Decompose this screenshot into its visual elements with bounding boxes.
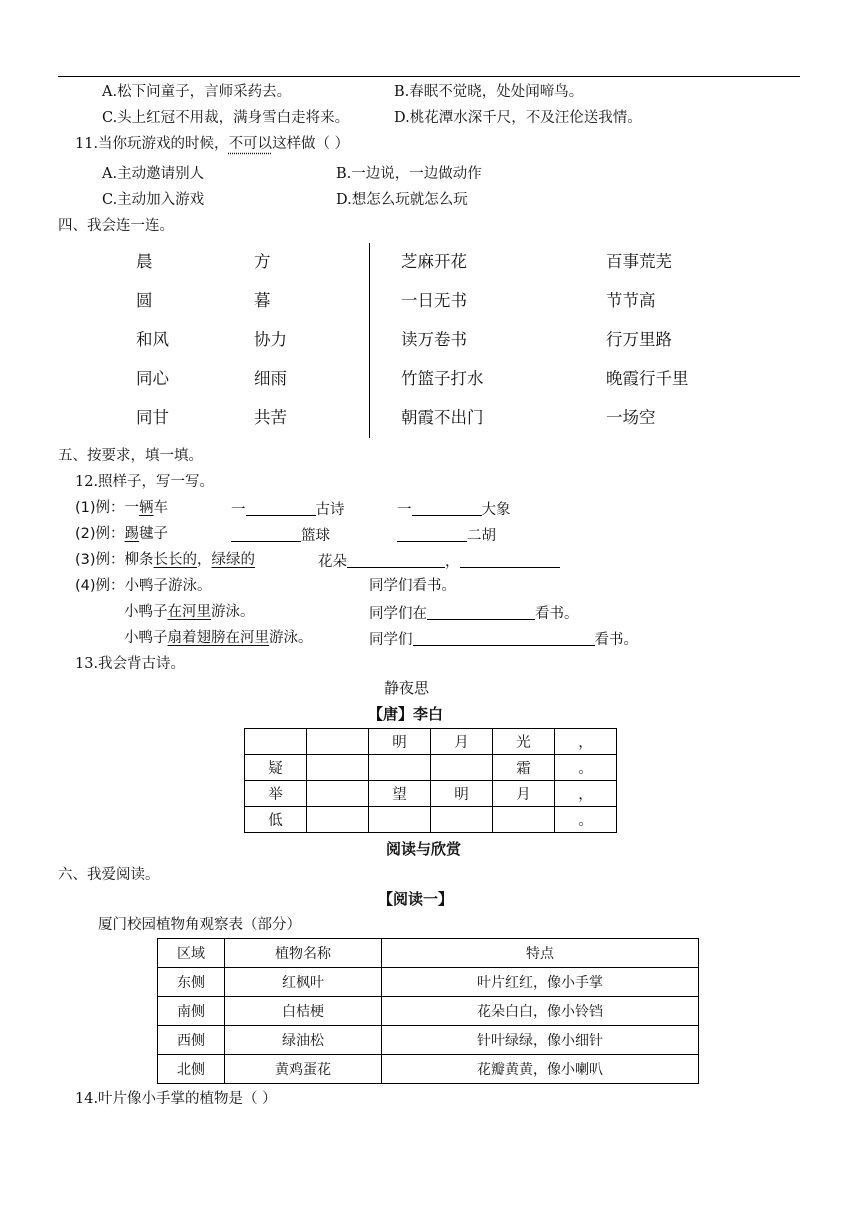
table-cell: 南侧 <box>158 997 225 1026</box>
table-cell: 针叶绿绿，像小细针 <box>382 1026 699 1055</box>
match-item: 协力 <box>254 330 287 349</box>
poem-cell[interactable] <box>369 755 431 781</box>
plant-table <box>157 938 699 1084</box>
match-item: 晚霞行千里 <box>606 369 689 388</box>
table-cell: 北侧 <box>158 1055 225 1084</box>
matching-divider <box>369 243 370 438</box>
q10-option-b: B.春眠不觉晓，处处闻啼鸟。 <box>394 84 584 100</box>
poem-cell: 明 <box>431 781 493 807</box>
match-item: 晨 <box>136 252 153 271</box>
table-row <box>158 997 699 1026</box>
table-cell: 白桔梗 <box>225 997 382 1026</box>
table-header-row <box>158 939 699 968</box>
q11-suffix: 这样做（ ） <box>272 136 350 152</box>
table-header: 特点 <box>382 939 699 968</box>
poem-cell[interactable] <box>493 807 555 833</box>
q12-row3-fill: 花朵 ， <box>318 553 560 570</box>
poem-row <box>245 755 617 781</box>
fill-blank[interactable] <box>246 501 316 516</box>
poem-cell[interactable] <box>307 807 369 833</box>
q12-row3-example: (3)例：柳条长长的，绿绿的 <box>75 552 256 568</box>
poem-cell[interactable] <box>307 781 369 807</box>
match-item: 读万卷书 <box>401 330 467 349</box>
section6-title: 六、我爱阅读。 <box>58 867 160 883</box>
match-item: 和风 <box>136 330 169 349</box>
table-header: 区域 <box>158 939 225 968</box>
table-row <box>158 968 699 997</box>
poem-author: 【唐】李白 <box>368 705 444 723</box>
poem-cell: ， <box>555 781 617 807</box>
poem-cell: 月 <box>493 781 555 807</box>
q10-option-c: C.头上红冠不用裁，满身雪白走将来。 <box>102 110 350 126</box>
match-item: 方 <box>254 252 271 271</box>
poem-row <box>245 729 617 755</box>
q12-row4-fill2: 同学们在 看书。 <box>369 606 579 622</box>
poem-cell[interactable] <box>369 807 431 833</box>
table-cell: 叶片红红，像小手掌 <box>382 968 699 997</box>
q10-option-a: A.松下问童子，言师采药去。 <box>102 84 292 100</box>
q12-row4-fill3: 同学们 看书。 <box>369 632 638 648</box>
match-item: 百事荒芜 <box>606 252 672 271</box>
fill-blank[interactable] <box>231 527 301 542</box>
q12-row1-blank1: 一 古诗 <box>231 502 345 518</box>
plant-table-caption: 厦门校园植物角观察表（部分） <box>98 917 301 933</box>
q12-row1-blank2: 一 大象 <box>397 502 511 518</box>
poem-title: 静夜思 <box>384 679 430 697</box>
poem-grid <box>244 728 617 833</box>
q12-row4-example1: (4)例：小鸭子游泳。 <box>75 578 212 594</box>
poem-cell[interactable] <box>431 755 493 781</box>
table-cell: 花朵白白，像小铃铛 <box>382 997 699 1026</box>
poem-cell: 望 <box>369 781 431 807</box>
poem-row <box>245 781 617 807</box>
section4-title: 四、我会连一连。 <box>58 218 174 234</box>
poem-cell: 明 <box>369 729 431 755</box>
fill-blank[interactable] <box>347 553 445 568</box>
match-item: 同心 <box>136 369 169 388</box>
q11-option-c: C.主动加入游戏 <box>102 192 205 208</box>
table-header: 植物名称 <box>225 939 382 968</box>
match-item: 竹篮子打水 <box>401 369 484 388</box>
poem-cell[interactable] <box>245 729 307 755</box>
match-item: 芝麻开花 <box>401 252 467 271</box>
row-label: (4) <box>75 578 96 594</box>
q12-row4-example2: 小鸭子在河里游泳。 <box>124 604 255 620</box>
poem-cell: 月 <box>431 729 493 755</box>
poem-cell: 。 <box>555 755 617 781</box>
q13-title: 13.我会背古诗。 <box>75 656 186 672</box>
row-label: (1) <box>75 500 96 516</box>
table-cell: 西侧 <box>158 1026 225 1055</box>
q10-option-d: D.桃花潭水深千尺，不及汪伦送我情。 <box>394 110 642 126</box>
poem-cell: 举 <box>245 781 307 807</box>
q11-option-d: D.想怎么玩就怎么玩 <box>336 192 468 208</box>
poem-cell[interactable] <box>431 807 493 833</box>
poem-cell: 。 <box>555 807 617 833</box>
poem-cell: 霜 <box>493 755 555 781</box>
poem-cell: 光 <box>493 729 555 755</box>
q11-prefix: 11.当你玩游戏的时候， <box>75 136 229 152</box>
row-label: (2) <box>75 526 96 542</box>
q12-row2-example: (2)例：踢毽子 <box>75 526 169 542</box>
q11-option-b: B.一边说，一边做动作 <box>336 166 482 182</box>
fill-blank[interactable] <box>427 605 535 620</box>
q12-row4-fill1: 同学们看书。 <box>369 578 456 594</box>
q11-question <box>75 137 349 152</box>
match-item: 细雨 <box>254 369 287 388</box>
poem-row <box>245 807 617 833</box>
match-item: 行万里路 <box>606 330 672 349</box>
match-item: 节节高 <box>606 291 656 310</box>
reading-header: 阅读与欣赏 <box>386 840 462 858</box>
fill-blank[interactable] <box>460 553 560 568</box>
q11-emphasis: 不可以 <box>228 136 273 152</box>
q12-row2-blank2: 二胡 <box>397 527 496 544</box>
table-cell: 绿油松 <box>225 1026 382 1055</box>
q12-row4-example3: 小鸭子扇着翅膀在河里游泳。 <box>124 630 313 646</box>
q14-question: 14.叶片像小手掌的植物是（ ） <box>75 1091 277 1107</box>
q12-title: 12.照样子，写一写。 <box>75 474 215 490</box>
poem-cell[interactable] <box>307 729 369 755</box>
match-item: 一日无书 <box>401 291 467 310</box>
poem-cell: ， <box>555 729 617 755</box>
match-item: 圆 <box>136 291 153 310</box>
poem-cell[interactable] <box>307 755 369 781</box>
fill-blank[interactable] <box>413 631 595 646</box>
match-item: 暮 <box>254 291 271 310</box>
match-item: 一场空 <box>606 408 656 427</box>
table-cell: 红枫叶 <box>225 968 382 997</box>
match-item: 同甘 <box>136 408 169 427</box>
header-rule <box>58 76 800 77</box>
fill-blank[interactable] <box>397 527 467 542</box>
section5-title: 五、按要求，填一填。 <box>58 448 203 464</box>
table-cell: 花瓣黄黄，像小喇叭 <box>382 1055 699 1084</box>
q12-row2-blank1: 篮球 <box>231 527 330 544</box>
table-cell: 黄鸡蛋花 <box>225 1055 382 1084</box>
table-row <box>158 1055 699 1084</box>
poem-cell: 低 <box>245 807 307 833</box>
reading1-title: 【阅读一】 <box>378 890 454 908</box>
table-cell: 东侧 <box>158 968 225 997</box>
table-row <box>158 1026 699 1055</box>
match-item: 共苦 <box>254 408 287 427</box>
q11-option-a: A.主动邀请别人 <box>102 166 205 182</box>
q12-row1-example: (1)例：一辆车 <box>75 500 169 516</box>
poem-cell: 疑 <box>245 755 307 781</box>
row-label: (3) <box>75 552 96 568</box>
fill-blank[interactable] <box>412 501 482 516</box>
match-item: 朝霞不出门 <box>401 408 484 427</box>
